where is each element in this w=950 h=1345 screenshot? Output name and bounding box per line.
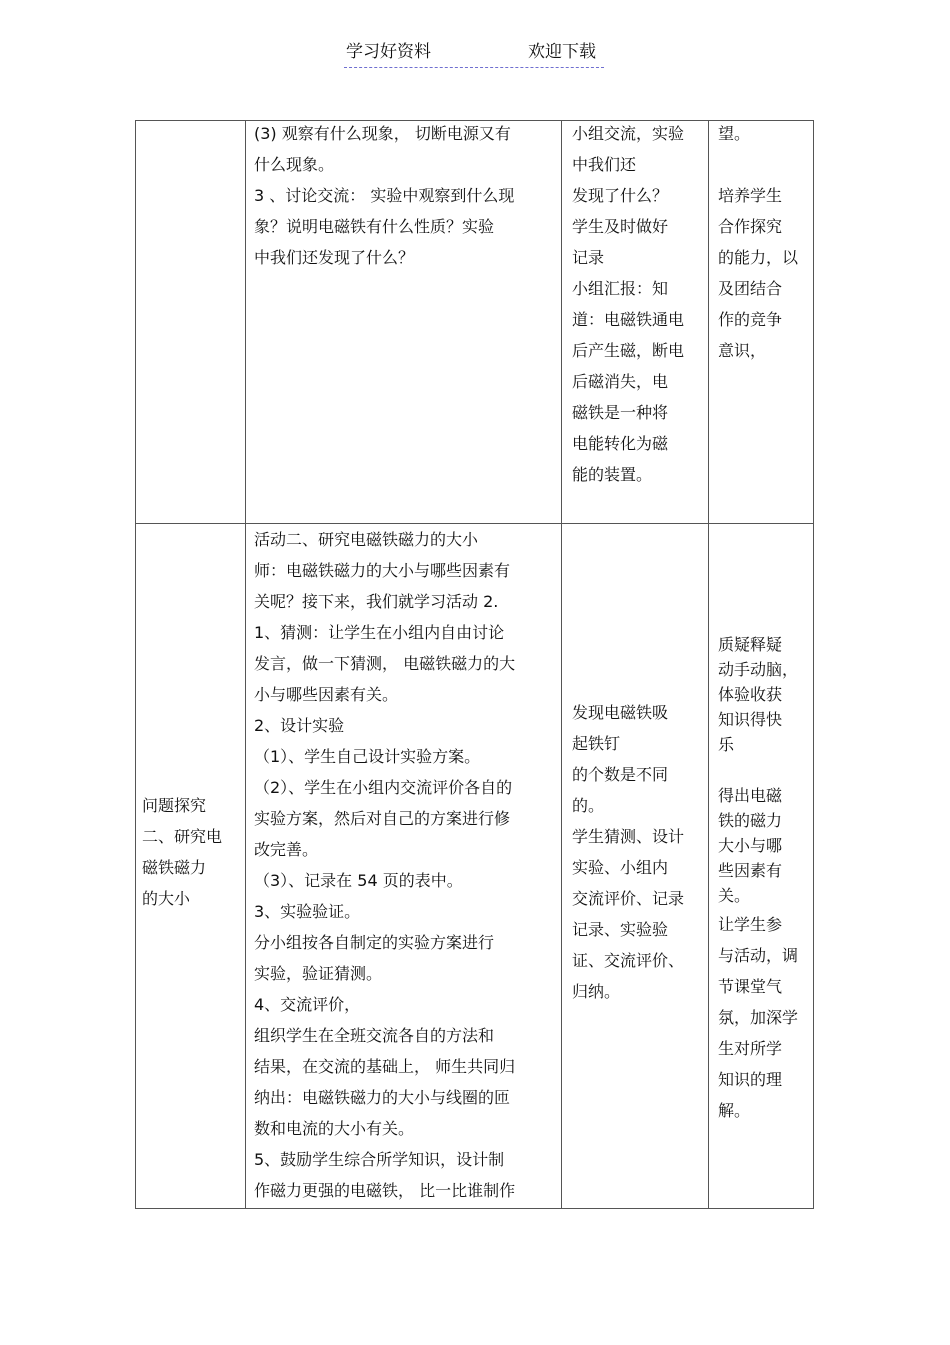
text-line: 的大小 xyxy=(142,889,191,908)
text-line: 2、设计实验 xyxy=(254,716,345,735)
table-border-right xyxy=(813,120,814,1209)
text-line: 实验、小组内 xyxy=(572,858,669,877)
header-left-text: 学习好资料 xyxy=(346,42,431,62)
page-header xyxy=(344,41,604,68)
text-line: 些因素有 xyxy=(718,861,783,880)
text-line: 组织学生在全班交流各自的方法和 xyxy=(254,1026,495,1045)
text-line: 磁铁是一种将 xyxy=(572,403,669,422)
text-line: 学生及时做好 xyxy=(572,217,669,236)
text-line: 记录 xyxy=(572,248,605,267)
text-line: 电能转化为磁 xyxy=(572,434,669,453)
header-right-text: 欢迎下载 xyxy=(528,42,596,62)
text-line: 归纳。 xyxy=(572,982,621,1001)
row1-student-cell xyxy=(572,118,702,490)
text-line: 中我们还发现了什么？ xyxy=(254,248,415,267)
text-line: 的能力，以 xyxy=(718,248,799,267)
text-line: 起铁钉 xyxy=(572,734,621,753)
row2-intent-cell-a xyxy=(718,632,808,757)
text-line: 知识的理 xyxy=(718,1070,783,1089)
text-line: 的个数是不同 xyxy=(572,765,669,784)
text-line: 铁的磁力 xyxy=(718,811,783,830)
row2-student-cell xyxy=(572,697,702,1007)
row1-process-cell xyxy=(254,118,554,273)
text-line: 得出电磁 xyxy=(718,786,783,805)
text-line: 质疑释疑 xyxy=(718,635,783,654)
text-line: 磁铁磁力 xyxy=(142,858,207,877)
text-line: （1）、学生自己设计实验方案。 xyxy=(254,747,481,766)
text-line: 小与哪些因素有关。 xyxy=(254,685,399,704)
text-line: 纳出：电磁铁磁力的大小与线圈的匝 xyxy=(254,1088,511,1107)
text-line: 3 、讨论交流： 实验中观察到什么现 xyxy=(254,186,515,205)
text-line: 二、研究电 xyxy=(142,827,223,846)
text-line: 记录、实验验 xyxy=(572,920,669,939)
text-line: 实验方案，然后对自己的方案进行修 xyxy=(254,809,511,828)
text-line: 知识得快 xyxy=(718,710,783,729)
text-line xyxy=(718,149,808,180)
text-line: 发现电磁铁吸 xyxy=(572,703,669,722)
text-line: 体验收获 xyxy=(718,685,783,704)
text-line: 什么现象。 xyxy=(254,155,335,174)
text-line: 4、交流评价， xyxy=(254,995,361,1014)
text-line: 道：电磁铁通电 xyxy=(572,310,685,329)
text-line: 及团结合 xyxy=(718,279,783,298)
text-line: 生对所学 xyxy=(718,1039,783,1058)
text-line: 后磁消失，电 xyxy=(572,372,669,391)
row2-intent-cell-c xyxy=(718,909,808,1126)
text-line: （3）、记录在 54 页的表中。 xyxy=(254,871,463,890)
text-line: 发言，做一下猜测， 电磁铁磁力的大 xyxy=(254,654,516,673)
text-line: 象？说明电磁铁有什么性质？实验 xyxy=(254,217,495,236)
text-line: 问题探究 xyxy=(142,796,207,815)
text-line: 合作探究 xyxy=(718,217,783,236)
row1-intent-cell xyxy=(718,118,808,366)
text-line: 中我们还 xyxy=(572,155,637,174)
table-divider-2 xyxy=(561,120,562,1209)
text-line: (3) 观察有什么现象， 切断电源又有 xyxy=(254,124,511,143)
text-line: 的。 xyxy=(572,796,605,815)
text-line: 发现了什么？ xyxy=(572,186,669,205)
text-line: 意识， xyxy=(718,341,767,360)
text-line: 小组交流，实验 xyxy=(572,124,685,143)
text-line: 分小组按各自制定的实验方案进行 xyxy=(254,933,495,952)
table-divider-1 xyxy=(245,120,246,1209)
text-line: 能的装置。 xyxy=(572,465,653,484)
text-line: 关呢？接下来，我们就学习活动 2. xyxy=(254,592,499,611)
text-line: 改完善。 xyxy=(254,840,319,859)
text-line: 1、猜测：让学生在小组内自由讨论 xyxy=(254,623,505,642)
text-line: 实验，验证猜测。 xyxy=(254,964,383,983)
text-line: 后产生磁，断电 xyxy=(572,341,685,360)
text-line: 解。 xyxy=(718,1101,751,1120)
table-border-left xyxy=(135,120,136,1209)
text-line: 大小与哪 xyxy=(718,836,783,855)
table-border-bottom xyxy=(135,1208,814,1209)
text-line: 交流评价、记录 xyxy=(572,889,685,908)
text-line: 活动二、研究电磁铁磁力的大小 xyxy=(254,530,479,549)
text-line: 小组汇报：知 xyxy=(572,279,669,298)
text-line: 证、交流评价、 xyxy=(572,951,685,970)
row2-stage-cell xyxy=(142,790,242,914)
text-line: 结果，在交流的基础上， 师生共同归 xyxy=(254,1057,516,1076)
text-line: 师：电磁铁磁力的大小与哪些因素有 xyxy=(254,561,511,580)
text-line: 作的竞争 xyxy=(718,310,783,329)
text-line: 5、鼓励学生综合所学知识，设计制 xyxy=(254,1150,505,1169)
text-line: （2）、学生在小组内交流评价各自的 xyxy=(254,778,513,797)
text-line: 让学生参 xyxy=(718,915,783,934)
table-divider-3 xyxy=(708,120,709,1209)
text-line: 动手动脑， xyxy=(718,660,799,679)
text-line: 望。 xyxy=(718,124,751,143)
text-line: 数和电流的大小有关。 xyxy=(254,1119,415,1138)
text-line: 学生猜测、设计 xyxy=(572,827,685,846)
text-line: 作磁力更强的电磁铁， 比一比谁制作 xyxy=(254,1181,516,1200)
text-line: 3、实验验证。 xyxy=(254,902,361,921)
text-line: 与活动，调 xyxy=(718,946,799,965)
text-line: 培养学生 xyxy=(718,186,783,205)
row2-process-cell xyxy=(254,524,554,1206)
text-line: 乐 xyxy=(718,735,735,754)
text-line: 节课堂气 xyxy=(718,977,783,996)
text-line: 氛，加深学 xyxy=(718,1008,799,1027)
row2-intent-cell-b xyxy=(718,783,808,908)
text-line: 关。 xyxy=(718,886,751,905)
